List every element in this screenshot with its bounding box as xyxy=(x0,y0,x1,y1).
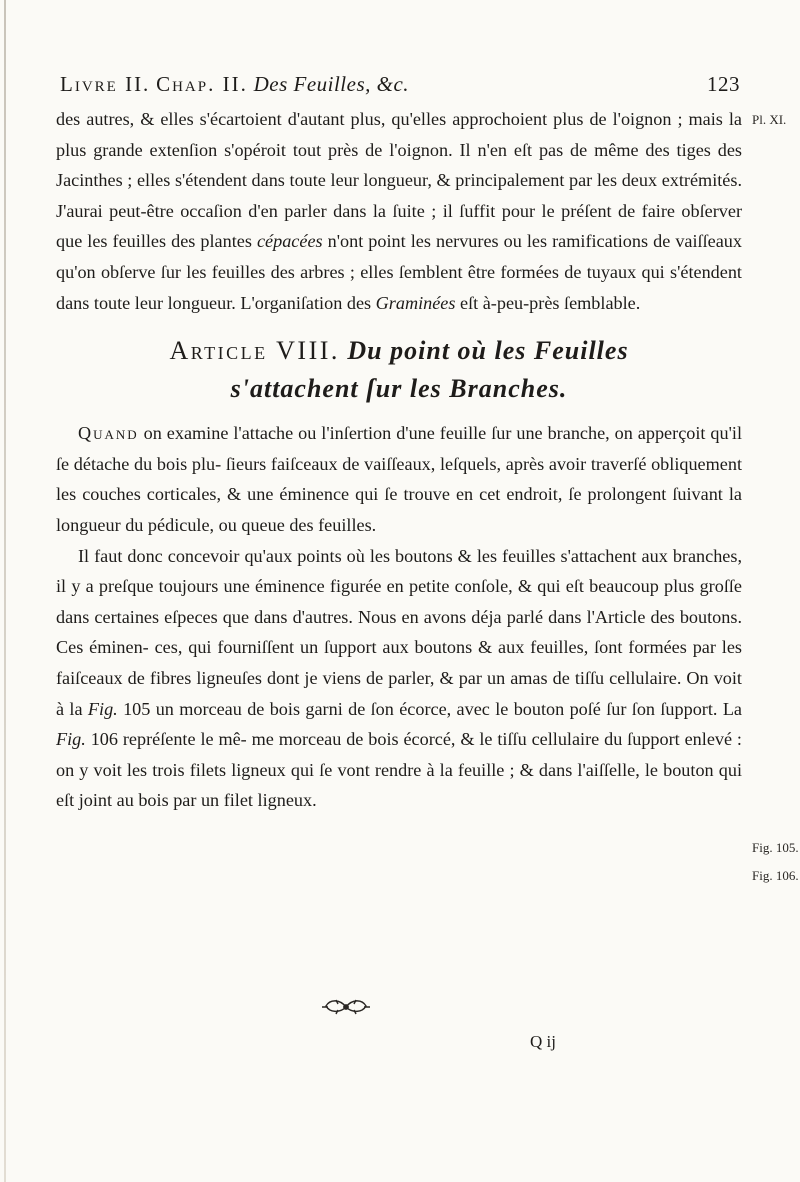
article-title-line-1: Du point où les Feuilles xyxy=(347,336,629,366)
paragraph-3-text-b: 105 un morceau de bois garni de ſon écorce, avec le bouton poſé ſur ſon ſupport. La xyxy=(117,698,742,719)
paragraph-2 xyxy=(56,418,742,540)
paragraph-1-text-a: des autres, & elles s'écartoient d'autant plus, qu'elles approchoient plus de l'oignon ; mais la plus grande extenſion s'opéroit tout près de l'oignon. Il n'en eſt pas de même des tiges des Jacinthes ; elles s'étendent dans toute leur longueur, & principalement par les deux extrémités. J'aurai peut-être occaſion d'en parler dans la ſuite ; il ſuffit pour le préſent de faire obſerver que les feuilles des plantes xyxy=(56,109,742,252)
paragraph-1-text-c: eſt à-peu-près ſemblable. xyxy=(455,292,641,313)
paragraph-2-lead-word: Quand xyxy=(78,423,139,444)
figure-ref-106: Fig. xyxy=(56,729,86,750)
running-head-title: Des Feuilles, &c. xyxy=(253,72,410,96)
margin-note-fig105: Fig. 105. xyxy=(752,840,799,855)
margin-note-plate: Pl. XI. xyxy=(752,112,787,127)
paragraph-1-text-b: n'ont point les nervures ou les ramifications de vaiſſeaux qu'on obſerve ſur les feuilles des arbres ; elles ſemblent être formées de tuyaux qui s'étendent dans toute leur longueur. L'organiſation des xyxy=(56,231,742,313)
margin-note-fig106: Fig. 106. xyxy=(752,868,799,883)
running-head xyxy=(60,72,740,97)
page-binding-edge xyxy=(4,0,6,1182)
paragraph-1 xyxy=(56,104,742,318)
signature-mark: Q ij xyxy=(530,1032,556,1051)
paragraph-2-text: on examine l'attache ou l'inſertion d'une feuille ſur une branche, on apperçoit qu'il ſe détache du bois plu- ſieurs faiſceaux de vaiſſeaux, leſquels, après avoir traverſé obliquement les couches corticales, & une éminence qui ſe trouve en cet endroit, ſe prolongent ſuivant la longueur du pédicule, ou queue des feuilles. xyxy=(56,423,742,535)
article-heading xyxy=(56,332,742,408)
paragraph-3-text-a: Il faut donc concevoir qu'aux points où les boutons & les feuilles s'attachent aux branches, il y a preſque toujours une éminence figurée en petite conſole, & qui eſt beaucoup plus groſſe dans certaines eſpeces que dans d'autres. Nous en avons déja parlé dans l'Article des boutons. Ces éminen- ces, qui fourniſſent un ſupport aux boutons & aux feuilles, ſont formées par les faiſceaux de fibres ligneuſes dont je viens de parler, & par un amas de tiſſu cellulaire. On voit à la xyxy=(56,545,742,719)
running-head-chapter: Chap. II. xyxy=(156,72,248,96)
figure-ref-105: Fig. xyxy=(87,698,118,719)
paragraph-3 xyxy=(56,541,742,816)
body-text xyxy=(56,104,742,816)
paragraph-1-emphasis-graminees: Graminées xyxy=(375,292,456,313)
page-number: 123 xyxy=(707,72,740,96)
paragraph-3-text-c: 106 repréſente le mê- me morceau de bois écorcé, & le tiſſu cellulaire du ſupport enlevé : on y voit les trois filets ligneux qui ſe vont rendre à la feuille ; & dans l'aiſſelle, le bouton qui eſt joint au bois par un filet ligneux. xyxy=(56,729,742,811)
article-title-line-2: s'attachent ſur les Branches. xyxy=(230,374,568,404)
running-head-book: Livre II. xyxy=(60,72,151,96)
article-number: Article VIII. xyxy=(169,336,340,366)
printers-ornament-icon xyxy=(318,996,374,1018)
paragraph-1-emphasis-cepacees: cépacées xyxy=(256,231,323,252)
